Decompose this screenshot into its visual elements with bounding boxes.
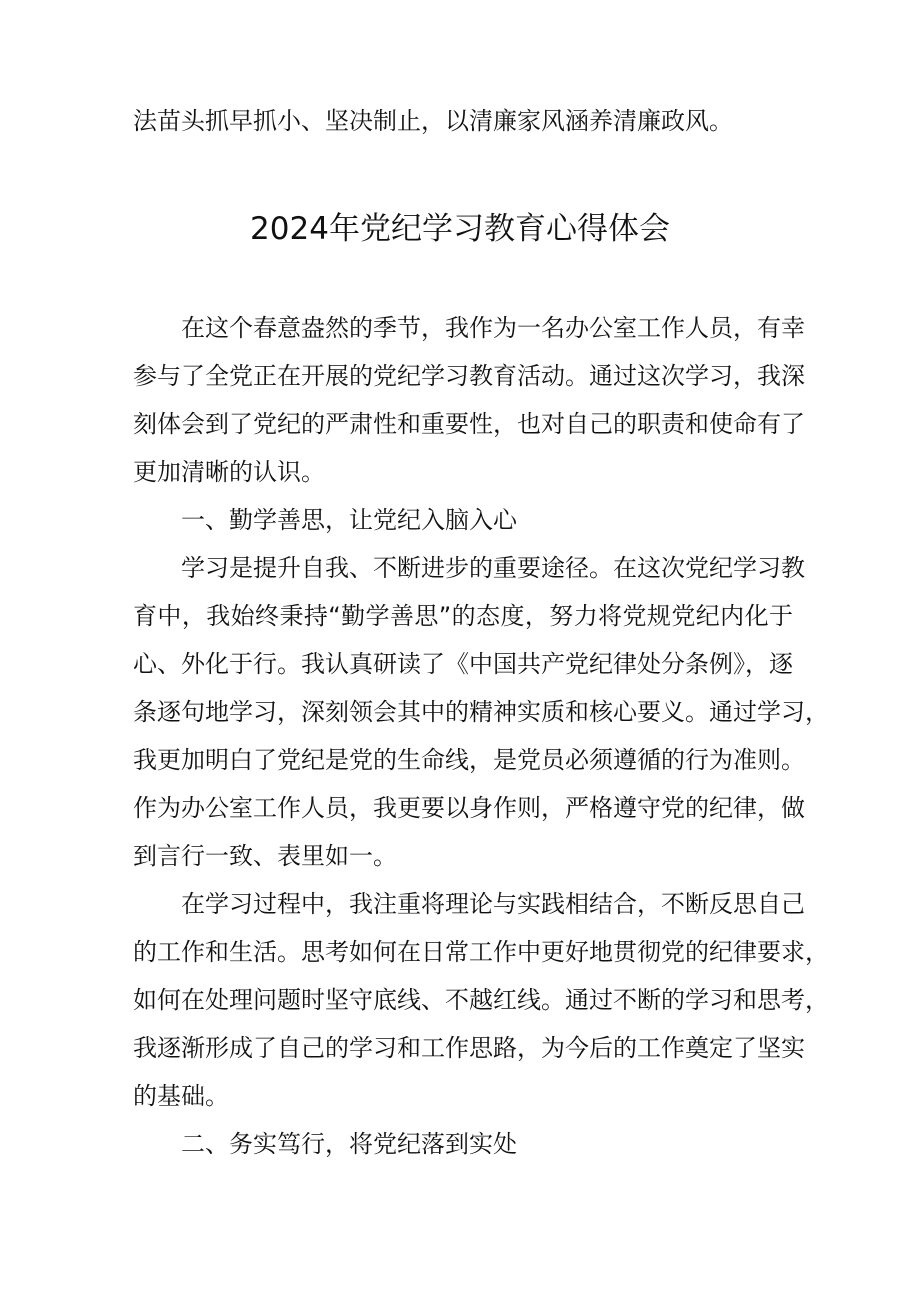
section1-para1-line: 条逐句地学习，深刻领会其中的精神实质和核心要义。通过学习，	[133, 698, 829, 726]
intro-line: 在这个春意盎然的季节，我作为一名办公室工作人员，有幸	[181, 314, 805, 342]
intro-line: 刻体会到了党纪的严肃性和重要性，也对自己的职责和使命有了	[133, 410, 805, 438]
section-heading-2: 二、务实笃行，将党纪落到实处	[181, 1130, 517, 1158]
section1-para2-line: 在学习过程中，我注重将理论与实践相结合，不断反思自己	[181, 890, 805, 918]
section-heading-1: 一、勤学善思，让党纪入脑入心	[181, 506, 517, 534]
section1-para1-line: 学习是提升自我、不断进步的重要途径。在这次党纪学习教	[181, 554, 805, 582]
section1-para1-line: 我更加明白了党纪是党的生命线，是党员必须遵循的行为准则。	[133, 746, 805, 774]
section1-para2-line: 的基础。	[133, 1082, 229, 1110]
intro-line: 参与了全党正在开展的党纪学习教育活动。通过这次学习，我深	[133, 362, 805, 390]
section1-para2-line: 的工作和生活。思考如何在日常工作中更好地贯彻党的纪律要求，	[133, 938, 829, 966]
section1-para1-line: 到言行一致、表里如一。	[133, 842, 397, 870]
section1-para2-line: 我逐渐形成了自己的学习和工作思路，为今后的工作奠定了坚实	[133, 1034, 805, 1062]
section1-para2-line: 如何在处理问题时坚守底线、不越红线。通过不断的学习和思考，	[133, 986, 829, 1014]
section1-para1-line: 心、外化于行。我认真研读了《中国共产党纪律处分条例》，逐	[133, 650, 793, 678]
carryover-line: 法苗头抓早抓小、坚决制止，以清廉家风涵养清廉政风。	[133, 107, 733, 135]
section1-para1-line: 作为办公室工作人员，我更要以身作则，严格遵守党的纪律，做	[133, 794, 805, 822]
document-title: 2024年党纪学习教育心得体会	[250, 211, 670, 247]
intro-line: 更加清晰的认识。	[133, 458, 325, 486]
section1-para1-line: 育中，我始终秉持“勤学善思”的态度，努力将党规党纪内化于	[133, 602, 793, 630]
